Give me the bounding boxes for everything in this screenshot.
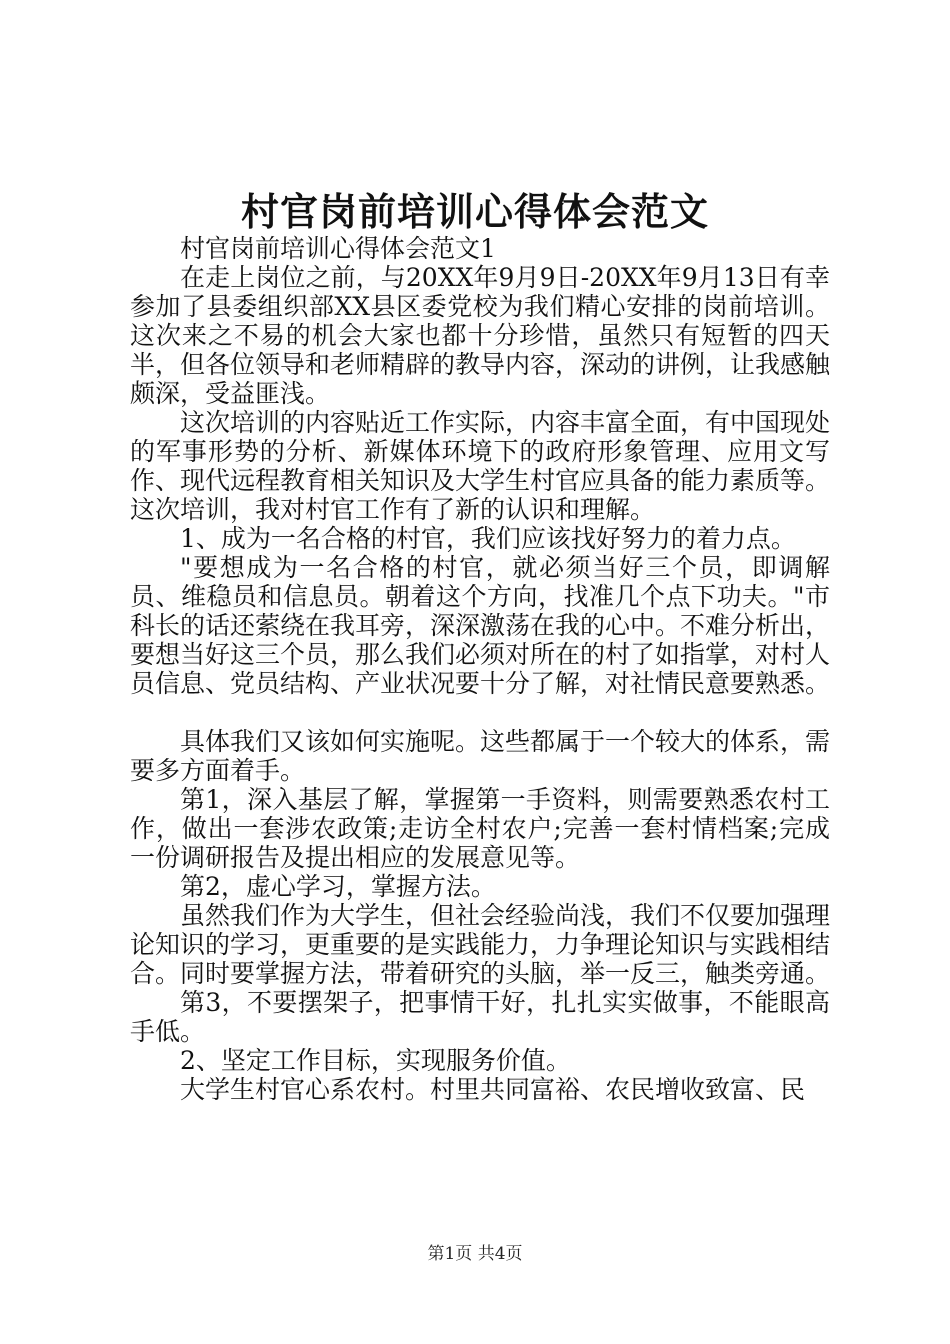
paragraph: 第1，深入基层了解，掌握第一手资料，则需要熟悉农村工作，做出一套涉农政策;走访全村农户;完善一套村情档案;完成一份调研报告及提出相应的发展意见等。 bbox=[130, 785, 830, 872]
paragraph: 第3，不要摆架子，把事情干好，扎扎实实做事，不能眼高手低。 bbox=[130, 988, 830, 1046]
paragraph-quote: "要想成为一名合格的村官，就必须当好三个员，即调解员、维稳员和信息员。朝着这个方向，找准几个点下功夫。"市科长的话还萦绕在我耳旁，深深激荡在我的心中。不难分析出，要想当好这三个员，那么我们必须对所在的村了如指掌，对村人员信息、党员结构、产业状况要十分了解，对社情民意要熟悉。 bbox=[130, 553, 831, 698]
paragraph: 虽然我们作为大学生，但社会经验尚浅，我们不仅要加强理论知识的学习，更重要的是实践能力，力争理论知识与实践相结合。同时要掌握方法，带着研究的头脑，举一反三，触类旁通。 bbox=[130, 901, 831, 988]
document-title: 村官岗前培训心得体会范文 bbox=[240, 189, 709, 234]
paragraph-heading: 2、坚定工作目标，实现服务价值。 bbox=[180, 1046, 571, 1075]
document-body bbox=[130, 234, 830, 1104]
page-number-footer: 第1页 共4页 bbox=[427, 1244, 523, 1264]
paragraph: 大学生村官心系农村。村里共同富裕、农民增收致富、民 bbox=[180, 1075, 806, 1104]
paragraph-subtitle: 村官岗前培训心得体会范文1 bbox=[180, 234, 496, 263]
paragraph-heading: 1、成为一名合格的村官，我们应该找好努力的着力点。 bbox=[180, 524, 796, 553]
paragraph: 具体我们又该如何实施呢。这些都属于一个较大的体系，需要多方面着手。 bbox=[130, 727, 831, 785]
paragraph: 第2，虚心学习，掌握方法。 bbox=[180, 872, 496, 901]
paragraph: 这次培训的内容贴近工作实际，内容丰富全面，有中国现处的军事形势的分析、新媒体环境下的政府形象管理、应用文写作、现代远程教育相关知识及大学生村官应具备的能力素质等。这次培训，我对村官工作有了新的认识和理解。 bbox=[130, 408, 831, 524]
paragraph: 在走上岗位之前，与20XX年9月9日-20XX年9月13日有幸参加了县委组织部XX县区委党校为我们精心安排的岗前培训。这次来之不易的机会大家也都十分珍惜，虽然只有短暂的四天半，但各位领导和老师精辟的教导内容，深动的讲例，让我感触颇深，受益匪浅。 bbox=[130, 263, 831, 408]
